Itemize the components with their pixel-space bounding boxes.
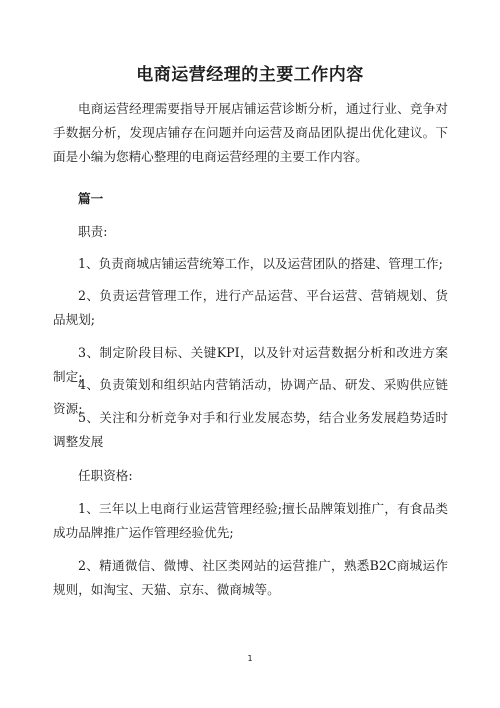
qualification-item-1: 1、三年以上电商行业运营管理经验;擅长品牌策划推广，有食品类成功品牌推广运作管理经验优先;	[53, 501, 448, 540]
qualification-item-2: 2、精通微信、微博、社区类网站的运营推广，熟悉B2C商城运作规则，如淘宝、天猫、京东、微商城等。	[53, 558, 448, 597]
qualifications-label: 任职资格:	[78, 468, 133, 483]
section-heading: 篇一	[78, 191, 104, 206]
duty-item-2: 2、负责运营管理工作，进行产品运营、平台运营、营销规划、货品规划;	[53, 288, 448, 327]
intro-paragraph: 电商运营经理需要指导开展店铺运营诊断分析，通过行业、竞争对手数据分析，发现店铺存在问题并向运营及商品团队提出优化建议。下面是小编为您精心整理的电商运营经理的主要工作内容。	[53, 101, 448, 164]
duty-item-1: 1、负责商城店铺运营统筹工作，以及运营团队的搭建、管理工作;	[78, 256, 443, 271]
document-title: 电商运营经理的主要工作内容	[136, 65, 364, 85]
duty-item-3: 3、制定阶段目标、关键KPI，以及针对运营数据分析和改进方案制定;	[53, 345, 448, 384]
duty-item-4: 4、负责策划和组织站内营销活动，协调产品、研发、采购供应链资源;	[53, 377, 448, 416]
duties-label: 职责:	[78, 224, 108, 239]
duty-item-5: 5、关注和分析竞争对手和行业发展态势，结合业务发展趋势适时调整发展	[53, 410, 448, 449]
page-number: 1	[247, 654, 253, 663]
